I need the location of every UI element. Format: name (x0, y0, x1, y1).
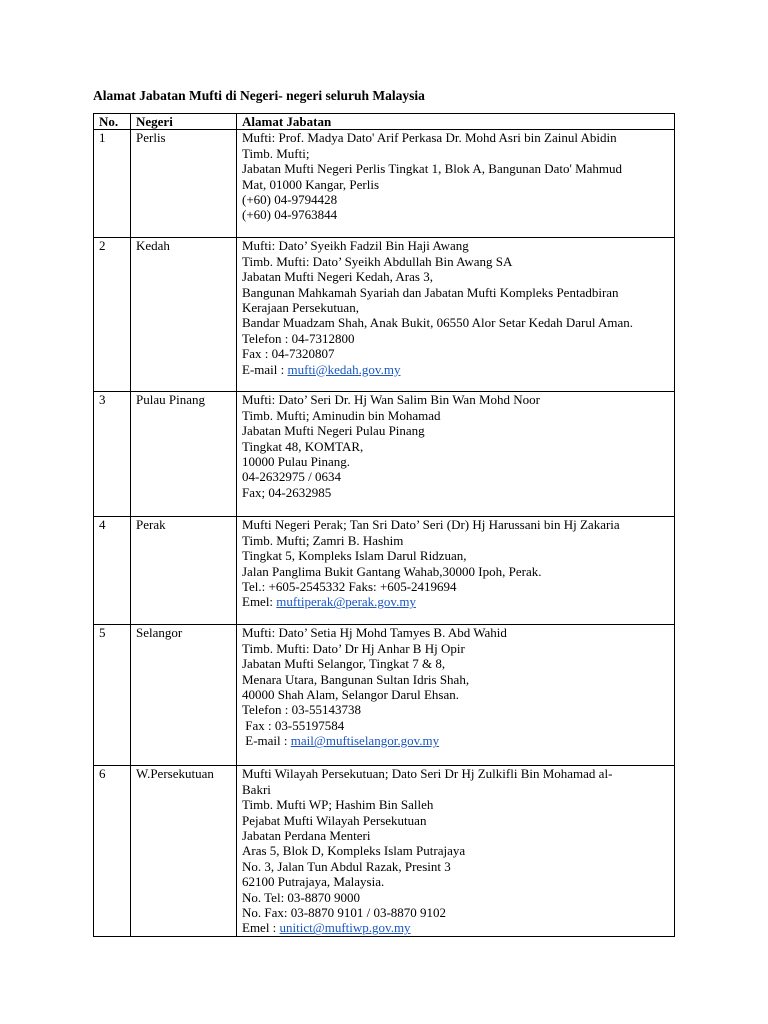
address-line-text: Fax : 03-55197584 (242, 717, 345, 733)
address-line (242, 130, 670, 145)
address-line-text: Tingkat 48, KOMTAR, (242, 438, 364, 454)
address-line (242, 362, 670, 377)
row-negeri: Pulau Pinang (131, 392, 237, 517)
address-line-text: Jalan Panglima Bukit Gantang Wahab,30000 Ipoh, Perak. (242, 563, 542, 579)
address-line (242, 469, 670, 484)
row-negeri: Kedah (131, 238, 237, 392)
address-line-text: No. Fax: 03-8870 9101 / 03-8870 9102 (242, 905, 447, 921)
row-number: 3 (94, 392, 131, 517)
address-line (242, 656, 670, 671)
address-line-text: Mufti Wilayah Persekutuan; Dato Seri Dr Hj Zulkifli Bin Mohamad al- (242, 766, 613, 782)
address-line-text: E-mail : (242, 361, 288, 377)
address-line-text: No. 3, Jalan Tun Abdul Razak, Presint 3 (242, 858, 451, 874)
table-row (94, 238, 675, 392)
address-line-text: Fax : 04-7320807 (242, 346, 335, 362)
address-line-text: Telefon : 03-55143738 (242, 702, 361, 718)
address-line-text: Jabatan Perdana Menteri (242, 828, 371, 844)
address-line-text: Timb. Mufti WP; Hashim Bin Salleh (242, 797, 434, 813)
address-line-text: 62100 Putrajaya, Malaysia. (242, 874, 385, 890)
address-line-text: Aras 5, Blok D, Kompleks Islam Putrajaya (242, 843, 466, 859)
address-line-text: Emel: (242, 594, 277, 610)
address-line (242, 517, 670, 532)
address-line (242, 813, 670, 828)
header-no: No. (94, 114, 131, 130)
address-line-text: Bangunan Mahkamah Syariah dan Jabatan Mufti Kompleks Pentadbiran (242, 284, 619, 300)
address-line-text: Mufti: Dato’ Syeikh Fadzil Bin Haji Awang (242, 238, 469, 254)
address-line (242, 905, 670, 920)
address-line-text: Timb. Mufti: Dato’ Dr Hj Anhar B Hj Opir (242, 640, 465, 656)
row-negeri: Selangor (131, 625, 237, 766)
address-line (242, 702, 670, 717)
email-link[interactable]: mail@muftiselangor.gov.my (290, 733, 440, 749)
table-header-row (94, 114, 675, 130)
address-line (242, 315, 670, 330)
address-line-text: No. Tel: 03-8870 9000 (242, 889, 361, 905)
address-line-text: Pejabat Mufti Wilayah Persekutuan (242, 812, 427, 828)
address-line-text: Timb. Mufti: Dato’ Syeikh Abdullah Bin Awang SA (242, 253, 513, 269)
address-line-text: 04-2632975 / 0634 (242, 469, 341, 485)
address-line (242, 548, 670, 563)
address-line (242, 346, 670, 361)
address-line (242, 161, 670, 176)
table-row (94, 392, 675, 517)
row-negeri: Perlis (131, 130, 237, 238)
address-line-text: E-mail : (242, 733, 291, 749)
row-alamat (237, 517, 675, 625)
address-line (242, 331, 670, 346)
address-line-text: Emel : (242, 920, 280, 936)
address-line (242, 564, 670, 579)
address-line-text: Mufti: Prof. Madya Dato' Arif Perkasa Dr. Mohd Asri bin Zainul Abidin (242, 130, 617, 146)
address-line (242, 766, 670, 781)
row-alamat (237, 625, 675, 766)
row-alamat (237, 130, 675, 238)
address-line (242, 392, 670, 407)
address-line-text: 40000 Shah Alam, Selangor Darul Ehsan. (242, 687, 459, 703)
address-line (242, 687, 670, 702)
address-line-text: Jabatan Mufti Negeri Perlis Tingkat 1, Blok A, Bangunan Dato' Mahmud (242, 161, 623, 177)
address-line (242, 269, 670, 284)
address-line (242, 146, 670, 161)
address-line-text: Timb. Mufti; (242, 145, 310, 161)
email-link[interactable]: muftiperak@perak.gov.my (276, 594, 416, 610)
address-line-text: Timb. Mufti; Aminudin bin Mohamad (242, 407, 441, 423)
row-alamat (237, 238, 675, 392)
header-alamat: Alamat Jabatan (237, 114, 675, 130)
row-number: 2 (94, 238, 131, 392)
email-link[interactable]: mufti@kedah.gov.my (287, 361, 401, 377)
address-line (242, 797, 670, 812)
row-number: 5 (94, 625, 131, 766)
address-line-text: Tingkat 5, Kompleks Islam Darul Ridzuan, (242, 548, 467, 564)
address-line (242, 641, 670, 656)
address-line-text: (+60) 04-9763844 (242, 207, 338, 223)
address-line-text: Bandar Muadzam Shah, Anak Bukit, 06550 Alor Setar Kedah Darul Aman. (242, 315, 634, 331)
row-alamat (237, 392, 675, 517)
address-line-text: Mufti: Dato’ Seri Dr. Hj Wan Salim Bin Wan Mohd Noor (242, 392, 540, 408)
row-alamat (237, 766, 675, 937)
address-line (242, 843, 670, 858)
address-line (242, 874, 670, 889)
address-line (242, 625, 670, 640)
address-line-text: Menara Utara, Bangunan Sultan Idris Shah, (242, 671, 470, 687)
address-line-text: Tel.: +605-2545332 Faks: +605-2419694 (242, 579, 457, 595)
address-line (242, 285, 670, 300)
table-row (94, 130, 675, 238)
row-number: 6 (94, 766, 131, 937)
address-line (242, 439, 670, 454)
address-line (242, 177, 670, 192)
address-line (242, 733, 670, 748)
table-row (94, 766, 675, 937)
address-line (242, 408, 670, 423)
address-line (242, 300, 670, 315)
address-line-text: Timb. Mufti; Zamri B. Hashim (242, 532, 404, 548)
address-line-text: Mat, 01000 Kangar, Perlis (242, 176, 380, 192)
mufti-address-table (93, 113, 675, 937)
address-line (242, 423, 670, 438)
address-line-text: (+60) 04-9794428 (242, 192, 338, 208)
address-line (242, 192, 670, 207)
address-line-text: Jabatan Mufti Negeri Kedah, Aras 3, (242, 269, 433, 285)
address-line-text: 10000 Pulau Pinang. (242, 454, 350, 470)
address-line (242, 859, 670, 874)
address-line-text: Mufti: Dato’ Setia Hj Mohd Tamyes B. Abd Wahid (242, 625, 507, 641)
address-line (242, 454, 670, 469)
address-line (242, 485, 670, 500)
document-title: Alamat Jabatan Mufti di Negeri- negeri seluruh Malaysia (93, 88, 425, 103)
address-line (242, 594, 670, 609)
address-line (242, 920, 670, 935)
row-number: 1 (94, 130, 131, 238)
row-negeri: Perak (131, 517, 237, 625)
address-line-text: Mufti Negeri Perak; Tan Sri Dato’ Seri (Dr) Hj Harussani bin Hj Zakaria (242, 517, 620, 533)
table-row (94, 517, 675, 625)
address-line (242, 238, 670, 253)
row-number: 4 (94, 517, 131, 625)
email-link[interactable]: unitict@muftiwp.gov.my (279, 920, 411, 936)
row-negeri: W.Persekutuan (131, 766, 237, 937)
address-line (242, 579, 670, 594)
address-line (242, 207, 670, 222)
address-line-text: Bakri (242, 781, 271, 797)
header-negeri: Negeri (131, 114, 237, 130)
address-line-text: Fax; 04-2632985 (242, 484, 332, 500)
address-line (242, 890, 670, 905)
address-line-text: Jabatan Mufti Negeri Pulau Pinang (242, 423, 425, 439)
address-line (242, 672, 670, 687)
address-line (242, 782, 670, 797)
address-line-text: Kerajaan Persekutuan, (242, 300, 359, 316)
address-line (242, 254, 670, 269)
address-line-text: Telefon : 04-7312800 (242, 330, 355, 346)
address-line-text: Jabatan Mufti Selangor, Tingkat 7 & 8, (242, 656, 446, 672)
table-row (94, 625, 675, 766)
address-line (242, 718, 670, 733)
address-line (242, 828, 670, 843)
address-line (242, 533, 670, 548)
